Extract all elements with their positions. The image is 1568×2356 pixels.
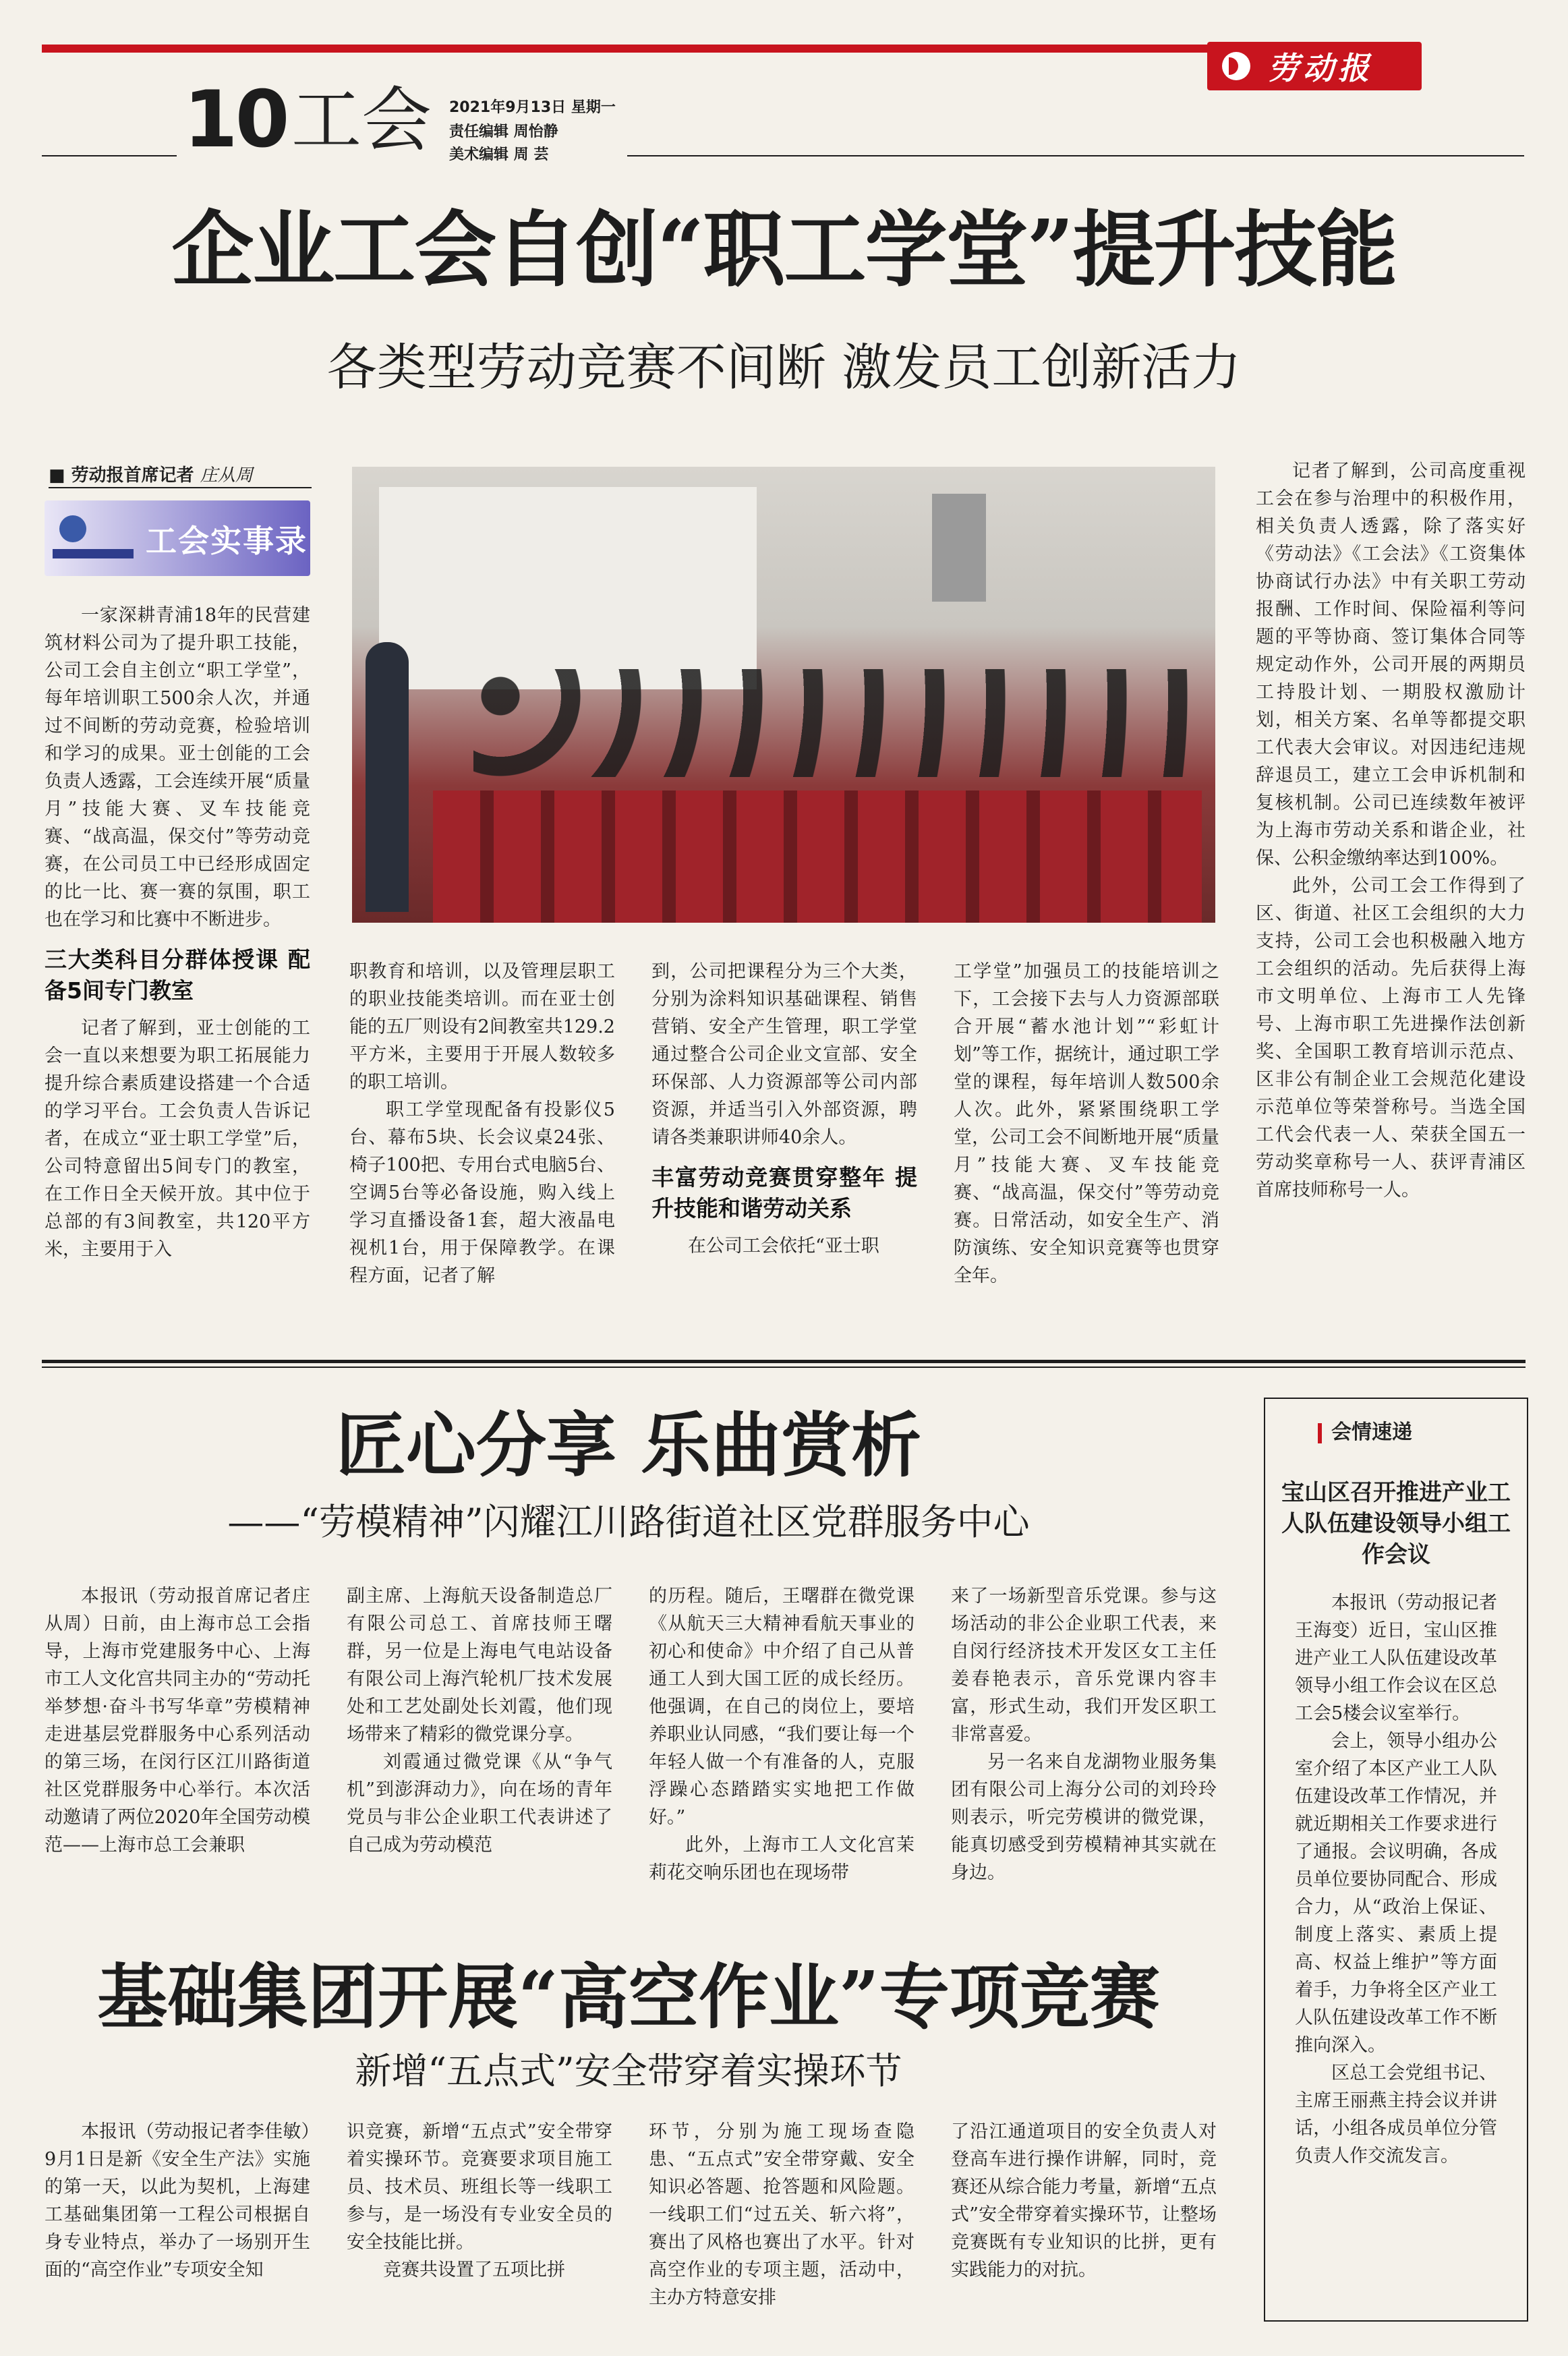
article3-col3 bbox=[649, 2118, 914, 2311]
article3-paragraph: 了沿江通道项目的安全负责人对登高车进行操作讲解，同时，竞赛还从综合能力考量，新增“五点式”安全带穿着实操环节，让整场竞赛既有专业知识的比拼，更有实践能力的对抗。 bbox=[951, 2121, 1217, 2280]
article1-subhead-2: 丰富劳动竞赛贯穿整年 提升技能和谐劳动关系 bbox=[651, 1164, 917, 1222]
page-number: 10 bbox=[183, 74, 287, 165]
article2-paragraph: 的历程。随后，王曙群在微党课《从航天三大精神看航天事业的初心和使命》中介绍了自己从普通工人到大国工匠的成长经历。他强调，在自己的岗位上，要培养职业认同感，“我们要让每一个年轻人做一个有准备的人，克服浮躁心态踏踏实实地把工作做好。” bbox=[649, 1586, 914, 1828]
byline-label: ■ 劳动报首席记者 bbox=[49, 465, 194, 486]
sidebar-paragraph: 会上，领导小组办公室介绍了本区产业工人队伍建设改革工作情况，并就近期相关工作要求进行了通报。会议明确，各成员单位要协同配合、形成合力，从“政治上保证、制度上落实、素质上提高、权益上维护”等方面着手，力争将全区产业工人队伍建设改革工作不断推向深入。 bbox=[1295, 1731, 1497, 2056]
wall-panel bbox=[932, 494, 986, 602]
article1-paragraph: 在公司工会依托“亚士职 bbox=[688, 1236, 879, 1257]
brand-logo bbox=[1207, 42, 1422, 90]
article1-byline bbox=[49, 461, 312, 486]
art-editor: 美术编辑 周 芸 bbox=[449, 146, 549, 163]
article3-col2 bbox=[347, 2118, 612, 2284]
article2-col3 bbox=[649, 1582, 914, 1887]
article2-paragraph: 此外，上海市工人文化宫茉莉花交响乐团也在现场带 bbox=[649, 1835, 914, 1883]
article3-col1 bbox=[45, 2118, 310, 2284]
masthead-bottom-rule bbox=[42, 155, 177, 156]
presenter-figure bbox=[366, 642, 409, 912]
article1-paragraph: 职教育和培训，以及管理层职工的职业技能类培训。而在亚士创能的五厂则设有2间教室共129.2平方米，主要用于开展人数较多的职工培训。 bbox=[349, 961, 615, 1093]
article3-paragraph: 识竞赛，新增“五点式”安全带穿着实操环节。竞赛要求项目施工员、技术员、班组长等一线职工参与，是一场没有专业安全员的安全技能比拼。 bbox=[347, 2121, 612, 2253]
sidebar-body bbox=[1295, 1589, 1497, 2170]
article1-subhead-1: 三大类科目分群体授课 配备5间专门教室 bbox=[45, 946, 310, 1004]
section-divider-thin bbox=[42, 1367, 1526, 1368]
article3-paragraph: 本报讯（劳动报记者李佳敏）9月1日是新《安全生产法》实施的第一天，以此为契机，上海建工基础集团第一工程公司根据自身专业特点，举办了一场别开生面的“高空作业”专项安全知 bbox=[45, 2121, 310, 2280]
article1-headline: 企业工会自创“职工学堂”提升技能 bbox=[171, 201, 1397, 298]
article1-paragraph: 记者了解到，亚士创能的工会一直以来想要为职工拓展能力提升综合素质建设搭建一个合适的学习平台。工会负责人告诉记者，在成立“亚士职工学堂”后，公司特意留出5间专门的教室，在工作日全天候开放。其中位于总部的有3间教室，共120平方米，主要用于入 bbox=[45, 1018, 310, 1260]
desk-icon bbox=[53, 549, 134, 558]
article3-paragraph: 环节，分别为施工现场查隐患、“五点式”安全带穿戴、安全知识必答题、抢答题和风险题。一线职工们“过五关、斩六将”，赛出了风格也赛出了水平。针对高空作业的专项主题，活动中，主办方特意安排 bbox=[649, 2121, 914, 2308]
article1-lead-paragraph: 一家深耕青浦18年的民营建筑材料公司为了提升职工技能，公司工会自主创立“职工学堂”，每年培训职工500余人次，并通过不间断的劳动竞赛，检验培训和学习的成果。亚士创能的工会负责人透露，工会连续开展“质量月”技能大赛、叉车技能竞赛、“战高温，保交付”等劳动竞赛，在公司员工中已经形成固定的比一比、赛一赛的氛围，职工也在学习和比赛中不断进步。 bbox=[45, 605, 310, 930]
article3-subheadline: 新增“五点式”安全带穿着实操环节 bbox=[355, 2050, 902, 2092]
sidebar-tag-label: 会情速递 bbox=[1331, 1420, 1412, 1444]
article2-subheadline: ——“劳模精神”闪耀江川路街道社区党群服务中心 bbox=[227, 1501, 1030, 1543]
article1-right-column bbox=[1256, 457, 1526, 1204]
article1-col2 bbox=[349, 958, 615, 1290]
byline-name: 庄从周 bbox=[200, 465, 253, 486]
article1-col3 bbox=[651, 958, 917, 1260]
article1-paragraph: 职工学堂现配备有投影仪5台、幕布5块、长会议桌24张、椅子100把、专用台式电脑5台、空调5台等必备设施，购入线上学习直播设备1套，超大液晶电视机1台，用于保障教学。在课程方面，记者了解 bbox=[349, 1099, 615, 1286]
article3-headline: 基础集团开展“高空作业”专项竞赛 bbox=[97, 1955, 1160, 2038]
red-chairs bbox=[433, 791, 1202, 923]
responsible-editor: 责任编辑 周怡静 bbox=[449, 123, 558, 140]
section-divider bbox=[42, 1360, 1526, 1363]
reporter-figure-icon bbox=[59, 515, 86, 542]
brand-name: 劳动报 bbox=[1268, 50, 1373, 86]
column-tag-label: 工会实事录 bbox=[146, 523, 308, 559]
sidebar-tag bbox=[1318, 1415, 1412, 1445]
column-tag-banner bbox=[45, 500, 310, 576]
section-title: 工会 bbox=[291, 79, 432, 161]
article2-paragraph: 副主席、上海航天设备制造总厂有限公司总工、首席技师王曙群，另一位是上海电气电站设备有限公司上海汽轮机厂技术发展处和工艺处副处长刘霞，他们现场带来了精彩的微党课分享。 bbox=[347, 1586, 612, 1745]
sidebar-paragraph: 区总工会党组书记、主席王丽燕主持会议并讲话，小组各成员单位分管负责人作交流发言。 bbox=[1295, 2063, 1497, 2166]
sidebar-paragraph: 本报讯（劳动报记者王海变）近日，宝山区推进产业工人队伍建设改革领导小组工作会议在区总工会5楼会议室举行。 bbox=[1295, 1592, 1497, 1724]
article1-paragraph: 记者了解到，公司高度重视工会在参与治理中的积极作用，相关负责人透露，除了落实好《劳动法》《工会法》《工资集体协商试行办法》中有关职工劳动报酬、工作时间、保险福利等问题的平等协商、签订集体合同等规定动作外，公司开展的两期员工持股计划、一期股权激励计划，相关方案、名单等都提交职工代表大会审议。对因违纪违规辞退员工，建立工会申诉机制和复核机制。公司已连续数年被评为上海市劳动关系和谐企业，社保、公积金缴纳率达到100%。 bbox=[1256, 461, 1526, 869]
brand-mark-icon bbox=[1222, 52, 1250, 80]
article3-col4 bbox=[951, 2118, 1217, 2284]
article1-paragraph: 此外，公司工会工作得到了区、街道、社区工会组织的大力支持，公司工会也积极融入地方工会组织的活动。先后获得上海市文明单位、上海市工人先锋号、上海市职工先进操作法创新奖、全国职工教育培训示范点、区非公有制企业工会规范化建设示范单位等荣誉称号。当选全国工代会代表一人、荣获全国五一劳动奖章称号一人、获评青浦区首席技师称号一人。 bbox=[1256, 875, 1526, 1201]
projector-screen bbox=[379, 487, 757, 689]
article1-paragraph: 工学堂”加强员工的技能培训之下，工会接下去与人力资源部联合开展“蓄水池计划”“彩虹计划”等工作，据统计，通过职工学堂的课程，每年培训人数500余人次。此外，紧紧围绕职工学堂，公司工会不间断地开展“质量月”技能大赛、叉车技能竞赛、“战高温，保交付”等劳动竞赛。日常活动，如安全生产、消防演练、安全知识竞赛等也贯穿全年。 bbox=[954, 961, 1219, 1286]
masthead-bottom-rule bbox=[627, 155, 1524, 156]
article1-col1 bbox=[45, 602, 310, 1263]
sidebar-headline: 宝山区召开推进产业工人队伍建设领导小组工作会议 bbox=[1281, 1479, 1511, 1568]
article2-paragraph: 本报讯（劳动报首席记者庄从周）日前，由上海市总工会指导，上海市党建服务中心、上海市工人文化宫共同主办的“劳动托举梦想·奋斗书写华章”劳模精神走进基层党群服务中心系列活动的第三场，在闵行区江川路街道社区党群服务中心举行。本次活动邀请了两位2020年全国劳动模范——上海市总工会兼职 bbox=[45, 1586, 310, 1856]
article2-col4 bbox=[951, 1582, 1217, 1887]
article2-col1 bbox=[45, 1582, 310, 1859]
article1-col4 bbox=[954, 958, 1219, 1290]
article2-col2 bbox=[347, 1582, 612, 1859]
issue-date: 2021年9月13日 星期一 bbox=[449, 99, 616, 116]
audience-heads bbox=[473, 669, 1188, 777]
article2-headline: 匠心分享 乐曲赏析 bbox=[335, 1404, 922, 1487]
tag-bar-icon bbox=[1318, 1423, 1322, 1443]
article1-paragraph: 到，公司把课程分为三个大类，分别为涂料知识基础课程、销售营销、安全产生管理，职工学堂通过整合公司企业文宣部、安全环保部、人力资源部等公司内部资源，并适当引入外部资源，聘请各类兼职讲师40余人。 bbox=[651, 961, 917, 1148]
byline-rule bbox=[49, 487, 312, 488]
article1-subheadline: 各类型劳动竞赛不间断 激发员工创新活力 bbox=[326, 339, 1242, 397]
article2-paragraph: 来了一场新型音乐党课。参与这场活动的非公企业职工代表，来自闵行经济技术开发区女工主任姜春艳表示，音乐党课内容丰富，形式生动，我们开发区职工非常喜爱。 bbox=[951, 1586, 1217, 1745]
article3-paragraph: 竞赛共设置了五项比拼 bbox=[383, 2260, 565, 2280]
top-red-rule bbox=[42, 45, 1209, 53]
training-classroom-photo bbox=[352, 467, 1215, 923]
article2-paragraph: 另一名来自龙湖物业服务集团有限公司上海分公司的刘玲玲则表示，听完劳模讲的微党课，能真切感受到劳模精神其实就在身边。 bbox=[951, 1752, 1217, 1883]
article2-paragraph: 刘霞通过微党课《从“争气机”到澎湃动力》，向在场的青年党员与非公企业职工代表讲述了自己成为劳动模范 bbox=[347, 1752, 612, 1856]
